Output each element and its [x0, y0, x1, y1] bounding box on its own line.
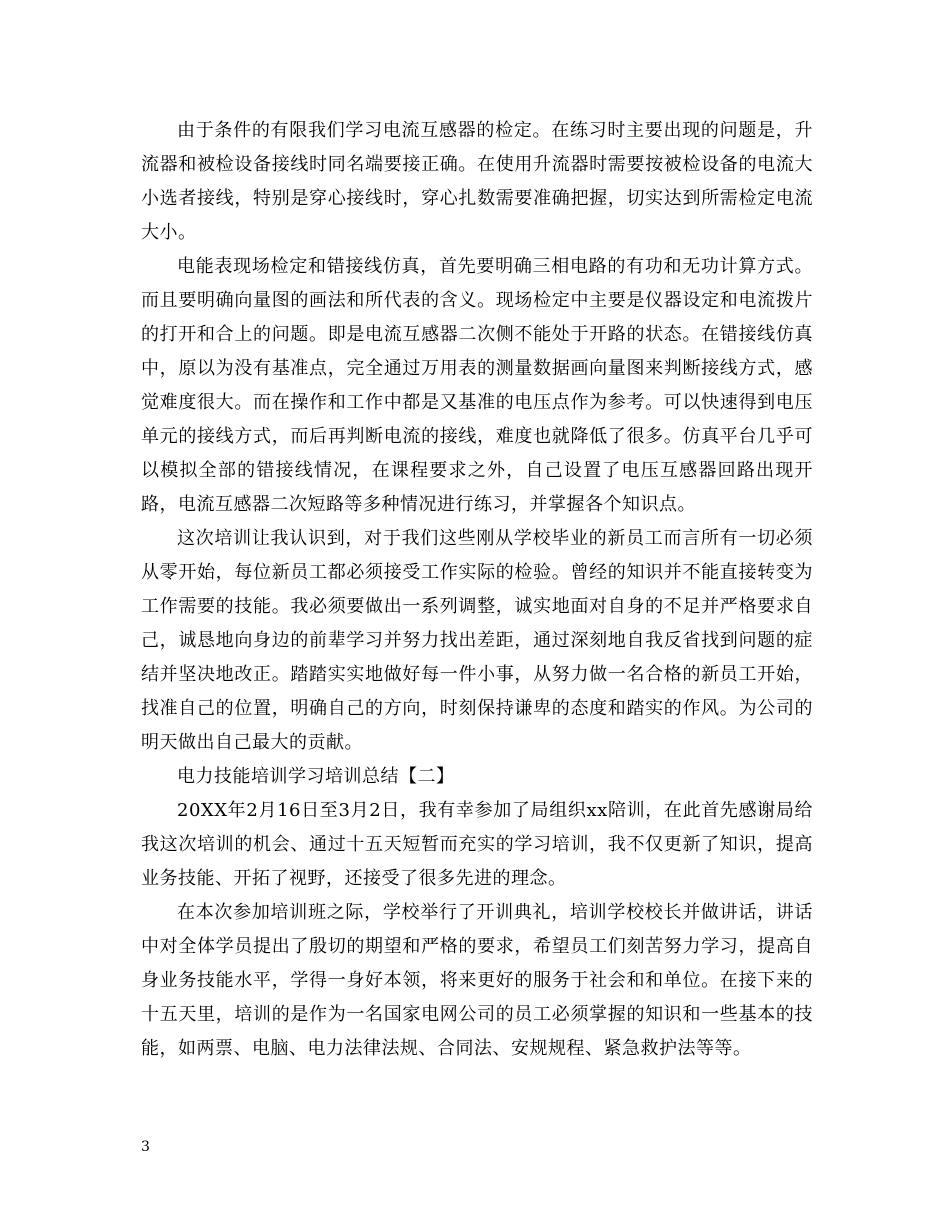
paragraph-ct-inspection: 由于条件的有限我们学习电流互感器的检定。在练习时主要出现的问题是，升流器和被检设备接线时同名端要接正确。在使用升流器时需要按被检设备的电流大小选者接线，特别是穿心接线时，穿心扎数需要准确把握，切实达到所需检定电流大小。: [141, 120, 813, 243]
paragraph-training-reflection: 这次培训让我认识到，对于我们这些刚从学校毕业的新员工而言所有一切必须从零开始，每位新员工都必须接受工作实际的检验。曾经的知识并不能直接转变为工作需要的技能。我必须要做出一系列调整，诚实地面对自身的不足并严格要求自己，诚恳地向身边的前辈学习并努力找出差距，通过深刻地自我反省找到问题的症结并坚决地改正。踏踏实实地做好每一件小事，从努力做一名合格的新员工开始，找准自己的位置，明确自己的方向，时刻保持谦卑的态度和踏实的作风。为公司的明天做出自己最大的贡献。: [141, 528, 813, 753]
paragraph-meter-simulation: 电能表现场检定和错接线仿真，首先要明确三相电路的有功和无功计算方式。而且要明确向量图的画法和所代表的含义。现场检定中主要是仪器设定和电流拨片的打开和合上的问题。即是电流互感器二次侧不能处于开路的状态。在错接线仿真中，原以为没有基准点，完全通过万用表的测量数据画向量图来判断接线方式，感觉难度很大。而在操作和工作中都是又基准的电压点作为参考。可以快速得到电压单元的接线方式，而后再判断电流的接线，难度也就降低了很多。仿真平台几乎可以模拟全部的错接线情况，在课程要求之外，自己设置了电压互感器回路出现开路，电流互感器二次短路等多种情况进行练习，并掌握各个知识点。: [141, 256, 813, 515]
section-heading: 电力技能培训学习培训总结【二】: [177, 766, 455, 787]
page-number: 3: [141, 1139, 150, 1155]
paragraph-training-dates: 20XX年2月16日至3月2日，我有幸参加了局组织xx陪训，在此首先感谢局给我这次培训的机会、通过十五天短暂而充实的学习培训，我不仅更新了知识，提高业务技能、开拓了视野，还接受了很多先进的理念。: [141, 800, 813, 889]
paragraph-opening-ceremony: 在本次参加培训班之际，学校举行了开训典礼，培训学校校长并做讲话，讲话中对全体学员提出了殷切的期望和严格的要求，希望员工们刻苦努力学习，提高自身业务技能水平，学得一身好本领，将来更好的服务于社会和和单位。在接下来的十五天里，培训的是作为一名国家电网公司的员工必须掌握的知识和一些基本的技能，如两票、电脑、电力法律法规、合同法、安规规程、紧急救护法等等。: [141, 902, 813, 1059]
document-body: [141, 114, 813, 1066]
